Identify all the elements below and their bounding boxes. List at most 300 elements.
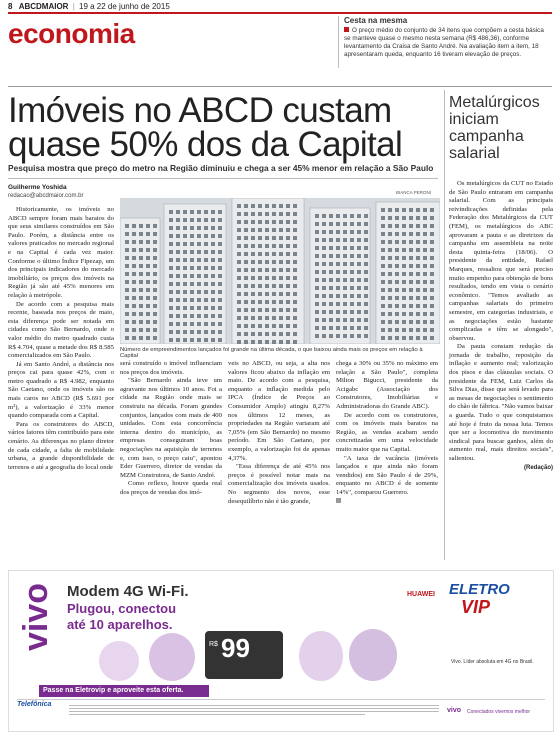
window bbox=[169, 210, 173, 214]
window bbox=[293, 276, 297, 280]
window bbox=[197, 242, 201, 246]
window bbox=[265, 212, 269, 216]
window bbox=[395, 320, 399, 324]
window bbox=[357, 318, 361, 322]
issue-date: 19 a 22 de junho de 2015 bbox=[79, 2, 170, 11]
window bbox=[139, 320, 143, 324]
window bbox=[190, 338, 194, 342]
window bbox=[329, 278, 333, 282]
window bbox=[416, 336, 420, 340]
window bbox=[211, 298, 215, 302]
window bbox=[153, 328, 157, 332]
window bbox=[293, 292, 297, 296]
window bbox=[350, 326, 354, 330]
window bbox=[364, 286, 368, 290]
window bbox=[329, 310, 333, 314]
window bbox=[329, 238, 333, 242]
paragraph: veis no ABCD, ou seja, a alta nos valores ficou abaixo da inflação em maio. De acordo com a pesquisa, enquanto a inflação medida pelo IPCA (Índice de Preços ao Consumidor Amplo) atingiu 8,27% nos últimos 12 meses, as propriedades na Região variaram até 7,05% (em São Bernardo) no mesmo período. Em São Caetano, por exemplo, a valorização foi de apenas 4,37%. bbox=[228, 360, 330, 462]
window bbox=[153, 280, 157, 284]
window bbox=[176, 210, 180, 214]
window bbox=[183, 266, 187, 270]
paragraph: Para os construtores do ABCD, vários fatores têm contribuído para este cenário. As diferenças no plano diretor de cada cidade, a falta de mobilidade urbana, a grande disponibilidade de terrenos e até a geografia do local onde bbox=[8, 420, 114, 471]
window bbox=[132, 256, 136, 260]
window bbox=[357, 230, 361, 234]
window bbox=[258, 332, 262, 336]
window bbox=[218, 250, 222, 254]
window bbox=[336, 310, 340, 314]
window bbox=[336, 222, 340, 226]
window bbox=[381, 296, 385, 300]
window bbox=[430, 288, 434, 292]
paragraph: "São Bernardo ainda teve um agravante nos últimos 10 anos. Foi a cidade na Região onde mais se construiu na década. Foram grandes conjuntos, lançados com mais de 400 unidades. Com esta concorrência interna dentro do município, as empresas conseguiram boas negociações na aquisição de terrenos e, com isso, o preço caiu", apontou Eder Guerrero, diretor de vendas da MZM Construtora, de Santo André. bbox=[120, 377, 222, 479]
window bbox=[336, 318, 340, 322]
window bbox=[293, 228, 297, 232]
window bbox=[350, 278, 354, 282]
paragraph: "A taxa de vacância (imóveis lançados e que ainda não foram vendidos) em São Paulo é de 29%, enquanto no ABCD é de somente 14%", comparou Guerrero. bbox=[336, 454, 438, 496]
window bbox=[258, 244, 262, 248]
window bbox=[364, 310, 368, 314]
window bbox=[402, 280, 406, 284]
window bbox=[409, 232, 413, 236]
window bbox=[286, 244, 290, 248]
window bbox=[251, 228, 255, 232]
window bbox=[395, 264, 399, 268]
window bbox=[329, 214, 333, 218]
window bbox=[388, 312, 392, 316]
window bbox=[265, 260, 269, 264]
window bbox=[409, 256, 413, 260]
window bbox=[416, 288, 420, 292]
window bbox=[146, 224, 150, 228]
window bbox=[402, 240, 406, 244]
window bbox=[197, 226, 201, 230]
window bbox=[402, 288, 406, 292]
window bbox=[416, 312, 420, 316]
window bbox=[176, 338, 180, 342]
window bbox=[183, 330, 187, 334]
window bbox=[423, 232, 427, 236]
window bbox=[218, 242, 222, 246]
window bbox=[286, 236, 290, 240]
window bbox=[272, 212, 276, 216]
window bbox=[430, 256, 434, 260]
window bbox=[381, 216, 385, 220]
window bbox=[357, 310, 361, 314]
window bbox=[197, 298, 201, 302]
window bbox=[132, 240, 136, 244]
window bbox=[169, 218, 173, 222]
window bbox=[237, 268, 241, 272]
window bbox=[211, 314, 215, 318]
window bbox=[272, 228, 276, 232]
window bbox=[322, 246, 326, 250]
window bbox=[293, 260, 297, 264]
window bbox=[329, 262, 333, 266]
window bbox=[416, 216, 420, 220]
window bbox=[416, 328, 420, 332]
window bbox=[343, 334, 347, 338]
ad-headline-2: Plugou, conectou bbox=[67, 601, 177, 616]
window bbox=[258, 308, 262, 312]
window bbox=[139, 256, 143, 260]
window bbox=[146, 240, 150, 244]
window bbox=[190, 226, 194, 230]
window bbox=[251, 268, 255, 272]
window bbox=[218, 298, 222, 302]
page-header: 8 ABCDMAIOR | 19 a 22 de junho de 2015 bbox=[8, 2, 170, 11]
window bbox=[381, 248, 385, 252]
window bbox=[244, 284, 248, 288]
window bbox=[218, 234, 222, 238]
window bbox=[430, 224, 434, 228]
window bbox=[125, 304, 129, 308]
author-email: redacao@abcdmaior.com.br bbox=[8, 193, 84, 199]
window bbox=[357, 246, 361, 250]
window bbox=[244, 268, 248, 272]
window bbox=[395, 248, 399, 252]
window bbox=[293, 308, 297, 312]
window bbox=[322, 230, 326, 234]
window bbox=[357, 278, 361, 282]
window bbox=[190, 242, 194, 246]
window bbox=[343, 318, 347, 322]
window bbox=[218, 258, 222, 262]
window bbox=[153, 232, 157, 236]
window bbox=[315, 278, 319, 282]
window bbox=[237, 276, 241, 280]
window bbox=[211, 218, 215, 222]
window bbox=[279, 244, 283, 248]
window bbox=[146, 288, 150, 292]
window bbox=[423, 240, 427, 244]
window bbox=[218, 338, 222, 342]
window bbox=[336, 238, 340, 242]
window bbox=[146, 248, 150, 252]
window bbox=[204, 282, 208, 286]
window bbox=[153, 312, 157, 316]
window bbox=[388, 296, 392, 300]
paragraph: "Essa diferença de até 45% nos preços é possível notar mais na comercialização dos imóveis usados. No segmento dos novos, esse desequilíbrio não é tão grande, bbox=[228, 463, 330, 505]
window bbox=[169, 226, 173, 230]
window bbox=[146, 296, 150, 300]
window bbox=[204, 314, 208, 318]
window bbox=[416, 280, 420, 284]
window bbox=[251, 244, 255, 248]
window bbox=[258, 236, 262, 240]
window bbox=[279, 324, 283, 328]
window bbox=[381, 312, 385, 316]
window bbox=[237, 316, 241, 320]
window bbox=[218, 314, 222, 318]
window bbox=[244, 332, 248, 336]
window bbox=[279, 332, 283, 336]
window bbox=[211, 234, 215, 238]
window bbox=[423, 248, 427, 252]
window bbox=[430, 328, 434, 332]
photo-credit: BIANCA PERONI bbox=[396, 190, 432, 195]
window bbox=[211, 338, 215, 342]
window bbox=[197, 210, 201, 214]
window bbox=[258, 268, 262, 272]
window bbox=[329, 270, 333, 274]
window bbox=[190, 314, 194, 318]
window bbox=[315, 222, 319, 226]
window bbox=[258, 220, 262, 224]
window bbox=[423, 328, 427, 332]
window bbox=[272, 292, 276, 296]
window bbox=[139, 264, 143, 268]
window bbox=[350, 222, 354, 226]
window bbox=[190, 298, 194, 302]
window bbox=[139, 296, 143, 300]
window bbox=[272, 276, 276, 280]
window bbox=[381, 264, 385, 268]
window bbox=[169, 250, 173, 254]
window bbox=[350, 254, 354, 258]
window bbox=[286, 292, 290, 296]
window bbox=[153, 256, 157, 260]
window bbox=[237, 292, 241, 296]
window bbox=[132, 232, 136, 236]
window bbox=[183, 314, 187, 318]
section-title: economia bbox=[8, 18, 135, 49]
window bbox=[388, 288, 392, 292]
window bbox=[364, 270, 368, 274]
window bbox=[388, 336, 392, 340]
ad-cta: Passe na Eletrovip e aproveite esta oferta. bbox=[43, 687, 184, 694]
window bbox=[381, 224, 385, 228]
window bbox=[279, 316, 283, 320]
window bbox=[286, 276, 290, 280]
window bbox=[176, 290, 180, 294]
window bbox=[293, 204, 297, 208]
divider bbox=[338, 16, 339, 68]
paragraph: De acordo com os construtores, com os imóveis mais baratos na Região, as vendas acabam sendo concretizadas em uma velocidade muito maior que na Capital. bbox=[336, 411, 438, 453]
window bbox=[237, 252, 241, 256]
window bbox=[293, 212, 297, 216]
window bbox=[244, 276, 248, 280]
divider bbox=[17, 699, 545, 700]
window bbox=[364, 326, 368, 330]
cesta-text: O preço médio do conjunto de 34 itens que compõem a cesta básica se manteve quase o mesmo nesta semana (R$ 486,36), conforme levantamento da Craisa de Santo André. Na avaliação item a item, 18 apresentaram queda, enquanto 16 tiveram elevação de preços. bbox=[344, 27, 544, 59]
window bbox=[218, 290, 222, 294]
window bbox=[211, 250, 215, 254]
window bbox=[357, 222, 361, 226]
window bbox=[357, 334, 361, 338]
window bbox=[279, 260, 283, 264]
window bbox=[402, 312, 406, 316]
window bbox=[381, 328, 385, 332]
window bbox=[286, 300, 290, 304]
window bbox=[336, 246, 340, 250]
window bbox=[430, 248, 434, 252]
window bbox=[197, 250, 201, 254]
window bbox=[423, 312, 427, 316]
divider bbox=[8, 178, 438, 179]
window bbox=[336, 302, 340, 306]
window bbox=[251, 340, 255, 344]
window bbox=[416, 272, 420, 276]
window bbox=[336, 334, 340, 338]
paragraph: Já em Santo André, a distância nos preços cai para quase 42%, com o metro quadrado a R$ 4.982, enquanto São Caetano, onde os imóveis são os mais caros no ABCD (R$ 5.691 por m²), a valorização é 33% menor quando comparada com a Capital. bbox=[8, 360, 114, 420]
window bbox=[381, 208, 385, 212]
window bbox=[395, 208, 399, 212]
window bbox=[409, 272, 413, 276]
window bbox=[423, 336, 427, 340]
window bbox=[343, 222, 347, 226]
ad-price: 99 bbox=[221, 633, 250, 663]
buildings-illustration bbox=[120, 198, 440, 344]
window bbox=[416, 232, 420, 236]
window bbox=[211, 226, 215, 230]
window bbox=[416, 296, 420, 300]
window bbox=[132, 288, 136, 292]
window bbox=[272, 340, 276, 344]
window bbox=[251, 292, 255, 296]
window bbox=[395, 240, 399, 244]
window bbox=[183, 298, 187, 302]
window bbox=[409, 336, 413, 340]
window bbox=[125, 296, 129, 300]
window bbox=[357, 238, 361, 242]
window bbox=[388, 232, 392, 236]
window bbox=[286, 252, 290, 256]
window bbox=[329, 334, 333, 338]
telefonica-logo: Telefônica bbox=[17, 701, 52, 708]
header-rule bbox=[8, 12, 552, 14]
window bbox=[176, 322, 180, 326]
window bbox=[132, 224, 136, 228]
window bbox=[218, 306, 222, 310]
window bbox=[322, 326, 326, 330]
window bbox=[237, 260, 241, 264]
window bbox=[409, 224, 413, 228]
window bbox=[402, 328, 406, 332]
window bbox=[237, 228, 241, 232]
window bbox=[395, 256, 399, 260]
window bbox=[322, 302, 326, 306]
window bbox=[146, 320, 150, 324]
window bbox=[416, 256, 420, 260]
window bbox=[183, 226, 187, 230]
window bbox=[244, 212, 248, 216]
window bbox=[132, 280, 136, 284]
window bbox=[381, 272, 385, 276]
window bbox=[402, 224, 406, 228]
window bbox=[244, 340, 248, 344]
window bbox=[350, 286, 354, 290]
window bbox=[343, 254, 347, 258]
author-name: Guilherme Yoshida bbox=[8, 184, 67, 191]
window bbox=[293, 300, 297, 304]
window bbox=[364, 254, 368, 258]
window bbox=[430, 240, 434, 244]
article-column-2 bbox=[120, 360, 222, 498]
window bbox=[211, 322, 215, 326]
window bbox=[416, 224, 420, 228]
window bbox=[132, 328, 136, 332]
window bbox=[125, 320, 129, 324]
window bbox=[279, 284, 283, 288]
window bbox=[183, 306, 187, 310]
window bbox=[197, 322, 201, 326]
window bbox=[197, 234, 201, 238]
window bbox=[286, 228, 290, 232]
window bbox=[357, 262, 361, 266]
window bbox=[218, 330, 222, 334]
window bbox=[244, 300, 248, 304]
window bbox=[381, 240, 385, 244]
window bbox=[125, 328, 129, 332]
window bbox=[169, 234, 173, 238]
window bbox=[244, 244, 248, 248]
window bbox=[204, 322, 208, 326]
window bbox=[183, 218, 187, 222]
paragraph: Os metalúrgicos da CUT no Estado de São Paulo entraram em campanha salarial. Com as principais reivindicações definidas pela Federação dos Metalúrgicos da CUT (FEM), os metalúrgicos do ABC aprovaram a pauta e as diretrizes da campanha em assembleia na noite desta quinta-feira (18/06). O presidente da entidade, Rafael Marques, ressaltou que será preciso muito empenho para obtenção de bons resultados, tendo em vista o cenário econômico. "Temos avaliado as campanhas salariais do primeiro semestre, em categorias industriais, e as negociações estão bastante complicadas e têm se alongado", observou. bbox=[449, 180, 553, 342]
window bbox=[343, 246, 347, 250]
window bbox=[395, 280, 399, 284]
window bbox=[197, 314, 201, 318]
window bbox=[190, 330, 194, 334]
window bbox=[357, 326, 361, 330]
window bbox=[237, 284, 241, 288]
window bbox=[336, 262, 340, 266]
window bbox=[169, 266, 173, 270]
window bbox=[357, 294, 361, 298]
window bbox=[258, 340, 262, 344]
window bbox=[322, 334, 326, 338]
window bbox=[364, 214, 368, 218]
building bbox=[164, 204, 226, 344]
window bbox=[286, 340, 290, 344]
window bbox=[364, 246, 368, 250]
publication-name: ABCDMAIOR bbox=[18, 2, 69, 11]
window bbox=[322, 262, 326, 266]
window bbox=[169, 242, 173, 246]
window bbox=[357, 286, 361, 290]
window bbox=[244, 204, 248, 208]
window bbox=[315, 286, 319, 290]
window bbox=[336, 270, 340, 274]
window bbox=[350, 270, 354, 274]
window bbox=[153, 304, 157, 308]
window bbox=[322, 294, 326, 298]
window bbox=[409, 280, 413, 284]
window bbox=[183, 322, 187, 326]
window bbox=[364, 238, 368, 242]
window bbox=[211, 290, 215, 294]
side-article-body bbox=[449, 180, 553, 472]
window bbox=[279, 292, 283, 296]
window bbox=[430, 296, 434, 300]
advertisement bbox=[8, 570, 554, 732]
window bbox=[197, 266, 201, 270]
window bbox=[388, 248, 392, 252]
footer-vivo-logo: vivo bbox=[447, 707, 462, 714]
divider bbox=[8, 86, 552, 87]
window bbox=[402, 216, 406, 220]
window bbox=[169, 282, 173, 286]
window bbox=[430, 208, 434, 212]
window bbox=[237, 332, 241, 336]
side-signature: (Redação) bbox=[523, 464, 553, 471]
window bbox=[322, 254, 326, 258]
window bbox=[153, 240, 157, 244]
window bbox=[258, 212, 262, 216]
window bbox=[395, 224, 399, 228]
window bbox=[125, 264, 129, 268]
window bbox=[190, 250, 194, 254]
